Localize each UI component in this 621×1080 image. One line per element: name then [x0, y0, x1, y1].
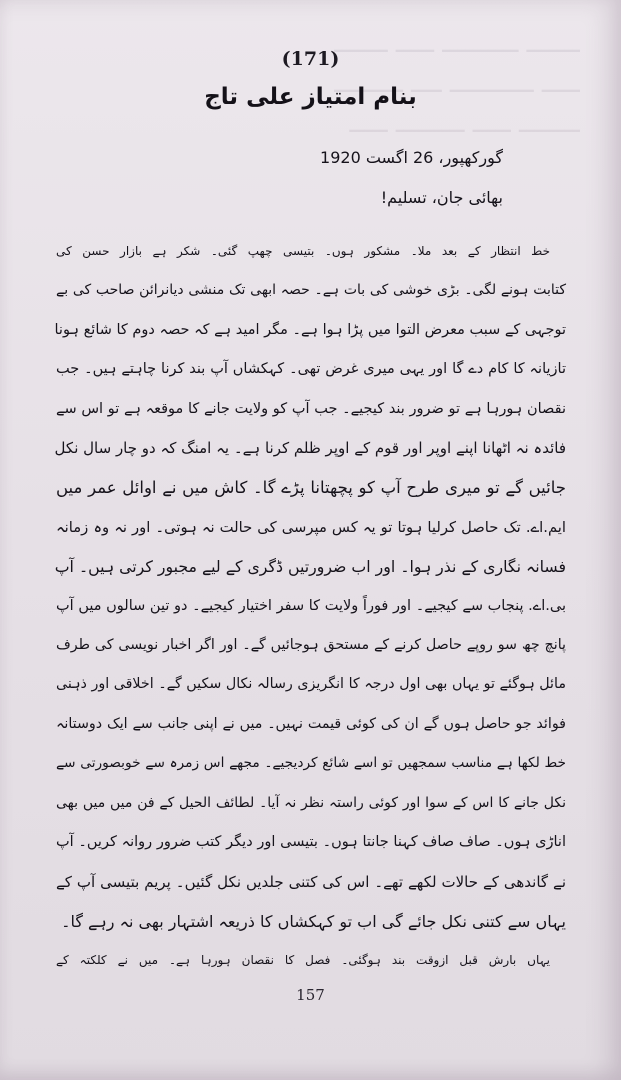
place-and-date: گورکھپور، 26 اگست 1920 [320, 148, 503, 167]
body-line: خط انتظار کے بعد ملا۔ مشکور ہوں۔ بتیسی چھپ گئی۔ شکر ہے بازار حسن کی [56, 244, 550, 258]
salutation: بھائی جان، تسلیم! [380, 188, 503, 207]
letter-heading: بنام امتیاز علی تاج [204, 84, 417, 110]
body-line: فائدہ نہ اٹھانا اپنے اوپر اور قوم کے اوپر ظلم کرنا ہے۔ یہ امنگ کہ دو چار سال نکل [54, 439, 566, 458]
letter-body [56, 232, 566, 981]
body-line: فسانہ نگاری کے نذر ہوا۔ اور اب ضرورتیں ڈگری کے لیے مجبور کرتی ہیں۔ آپ [54, 557, 566, 577]
body-line: نقصان ہورہا ہے تو ضرور بند کیجیے۔ جب آپ کو ولایت جانے کا موقعہ ہے تو اس سے [56, 400, 566, 417]
body-line: فوائد جو حاصل ہوں گے ان کی کوئی قیمت نہیں۔ میں نے اپنی جانب سے ایک دوستانہ [56, 715, 566, 732]
body-line: پانچ چھ سو روپے حاصل کرنے کے مستحق ہوجائیں گے۔ اور اگر اخبار نویسی کی طرف [56, 637, 566, 654]
body-line: بی.اے. پنجاب سے کیجیے۔ اور فوراً ولایت کا سفر اختیار کیجیے۔ دو تین سالوں میں آپ [56, 597, 566, 614]
body-line: خط لکھا ہے مناسب سمجھیں تو اسے شائع کردیجیے۔ مجھے اس زمرہ سے خوبصورتی سے [56, 755, 566, 772]
letter-number: (171) [281, 48, 340, 70]
body-line: جائیں گے تو میری طرح آپ کو پچھتانا پڑے گا۔ کاش میں نے اوائل عمر میں [56, 478, 566, 498]
body-line: نے گاندھی کے حالات لکھے تھے۔ اس کی کتنی جلدیں نکل گئیں۔ پریم بتیسی آپ کے [56, 872, 566, 891]
body-line: کتابت ہونے لگی۔ بڑی خوشی کی بات ہے۔ حصہ ابھی تک منشی دیانرائن صاحب کی بے [56, 282, 566, 299]
body-line: مائل ہوگئے تو یہاں بھی اول درجہ کا انگریزی رسالہ نکال سکیں گے۔ اخلاقی اور ذہنی [56, 676, 566, 693]
body-line: یہاں سے کتنی نکل جائے گی اب تو کہکشاں کا ذریعہ اشتہار بھی نہ رہے گا۔ [61, 911, 566, 931]
show-through-text: ـــــــ ــــــــــ ـــــ ـــــــ ـــــ ـــــــــــ ــــ ـــــــــ ــــــــ ـــــ ـــــــــ ـــــ [334, 29, 580, 139]
page-number: 157 [296, 986, 325, 1004]
body-line: ایم.اے. تک حاصل کرلیا ہوتا تو یہ کس مپرسی کی حالت نہ ہوتی۔ اور نہ وہ زمانہ [56, 518, 566, 536]
body-line: یہاں بارش قبل ازوقت بند ہوگئی۔ فصل کا نقصان ہورہا ہے۔ میں نے کلکتہ کے [56, 953, 550, 968]
body-line: تازیانہ کا کام دے گا اور یہی میری غرض تھی۔ کہکشاں آپ بند کرنا چاہتے ہیں۔ جب [56, 361, 566, 378]
body-line: نکل جانے کا اس کے سوا اور کوئی راستہ نظر نہ آیا۔ لطائف الحیل کے فن میں میں بھی [56, 794, 566, 811]
body-line: توجہی کے سبب معرض التوا میں پڑا ہوا ہے۔ مگر امید ہے کہ حصہ دوم کا شائع ہونا [54, 321, 566, 338]
body-line: اناڑی ہوں۔ صاف صاف کہنا جانتا ہوں۔ بتیسی اور دیگر کتب ضرور روانہ کریں۔ آپ [56, 834, 566, 851]
